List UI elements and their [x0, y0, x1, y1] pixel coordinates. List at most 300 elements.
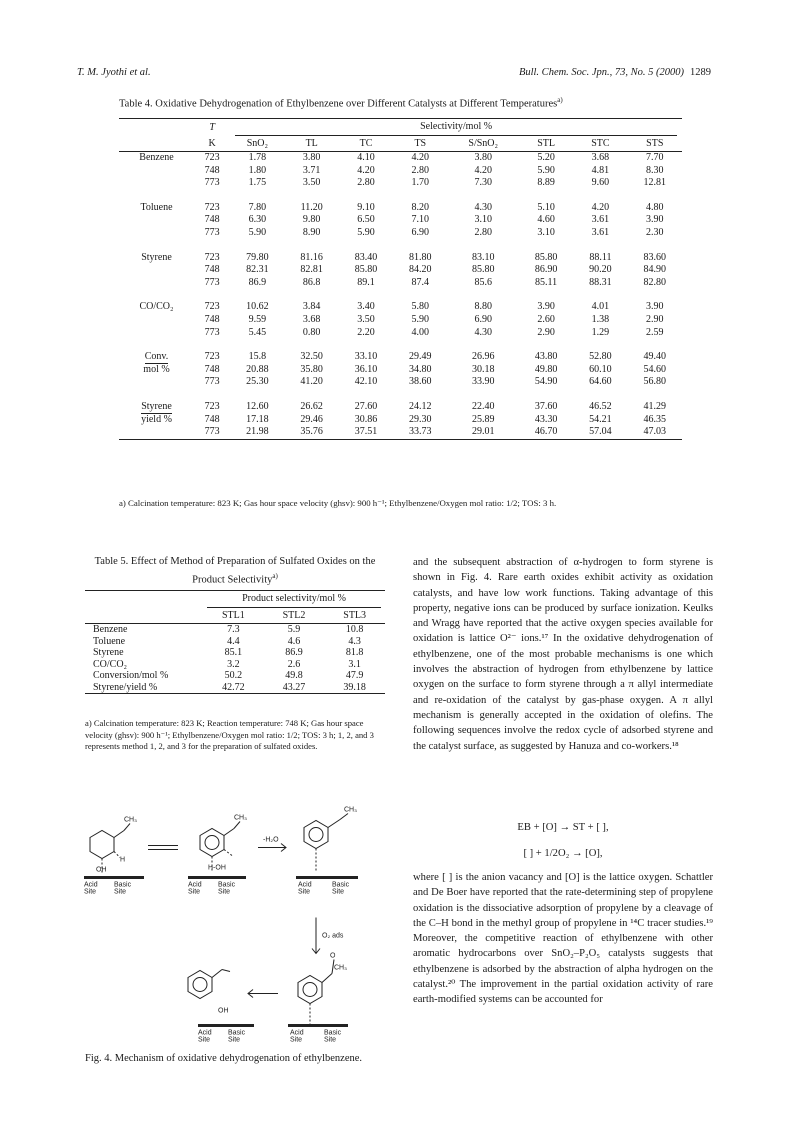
value-cell: 30.18: [471, 363, 495, 375]
value-cell: 4.01: [591, 301, 610, 313]
value-cell: 4.20: [357, 164, 375, 176]
label-acid-2: Acid: [188, 881, 202, 889]
value-cell: 82.81: [300, 264, 323, 276]
label-site-5: Site: [298, 888, 311, 896]
value-cell: 84.90: [643, 264, 667, 276]
value-cell: 47.9: [345, 670, 364, 681]
value-cell: 83.10: [471, 251, 495, 263]
value-cell: 10.62: [246, 301, 269, 313]
row-label-text: Toluene: [140, 201, 173, 213]
value-cell: 1.38: [591, 313, 610, 325]
table4-caption-note: a): [557, 96, 563, 104]
figure4-mechanism: [78, 785, 388, 1075]
benzene-ring-5: [298, 976, 322, 1004]
value-cell: 12.60: [246, 400, 269, 412]
table-row: [119, 177, 682, 190]
temperature-cell: 773: [204, 376, 220, 388]
value-cell: 21.98: [230, 426, 284, 439]
value-cell: 3.68: [591, 152, 610, 163]
value-cell: 33.10: [354, 351, 378, 363]
label-basic-3: Basic: [332, 881, 350, 889]
value-cell: 86.8: [302, 276, 321, 288]
value-cell: 50.2: [224, 670, 243, 681]
value-cell: 9.10: [357, 201, 375, 213]
table-row: [119, 327, 682, 340]
header-empty: [85, 608, 203, 624]
table4: [119, 118, 682, 440]
value-cell: 32.50: [300, 351, 323, 363]
table4-header-row-2: [119, 136, 682, 152]
row-label: [119, 177, 194, 190]
label-acid-1: Acid: [84, 881, 98, 889]
value-cell: 4.30: [474, 201, 492, 213]
row-label-text: Styrene: [141, 251, 172, 263]
value-cell: 4.30: [474, 326, 492, 338]
label-minus-h2o: -H₂O: [263, 836, 279, 844]
value-cell: 2.20: [357, 326, 375, 338]
temperature-cell: 748: [204, 313, 220, 325]
value-cell: 85.80: [354, 264, 378, 276]
value-cell: 7.80: [248, 201, 267, 213]
value-cell: 4.20: [474, 164, 492, 176]
temperature-cell: 773: [194, 426, 230, 439]
value-cell: 79.80: [246, 251, 269, 263]
value-cell: 43.80: [534, 351, 558, 363]
value-cell: 35.76: [285, 426, 339, 439]
value-cell: 2.80: [411, 164, 430, 176]
body-paragraph-2: [413, 870, 713, 1008]
value-cell: 4.60: [537, 214, 555, 226]
value-cell: 83.60: [643, 251, 667, 263]
value-cell: 8.20: [411, 201, 430, 213]
value-cell: 86.9: [248, 276, 267, 288]
value-cell: 5.10: [537, 201, 555, 213]
value-cell: 43.30: [534, 413, 558, 425]
value-cell: 2.90: [537, 326, 555, 338]
header-sample: STL2: [264, 608, 325, 624]
value-cell: 3.61: [591, 226, 610, 238]
value-cell: 7.3: [227, 624, 240, 635]
value-cell: 3.50: [302, 177, 321, 189]
temperature-cell: 773: [204, 326, 220, 338]
paragraph-text-2: where [ ] is the anion vacancy and [O] is the lattice oxygen. Schattler and De Boer have reported that the rate-determining step of propylene oxidation is the dissociative adsorption of propylene by a cleavage of the C–H bond in the methyl group of propylene in ¹⁴C tracer studies.¹⁹ Moreover, the competitive reaction of ethylbenzene with other aromatic hydrocarbons over SnO₂–P₂O₅ catalysts suggests that ethylbenzene is adsorbed by the abstraction of alpha hydrogen on the catalyst.²⁰ The improvement in the partial oxidation activity of rare earth-modified systems can be accounted for: [413, 872, 713, 1006]
table4-spacer: [119, 240, 682, 252]
value-cell: 88.11: [589, 251, 612, 263]
value-cell: 4.81: [591, 164, 610, 176]
body-paragraph-1: [413, 555, 713, 754]
label-hoh: H-OH: [208, 864, 226, 872]
value-cell: 83.40: [354, 251, 378, 263]
value-cell: 46.70: [519, 426, 573, 439]
row-label: [119, 401, 194, 414]
value-cell: 6.90: [474, 313, 492, 325]
value-cell: 4.20: [591, 201, 610, 213]
value-cell: 35.80: [300, 363, 323, 375]
value-cell: 52.80: [589, 351, 612, 363]
temperature-cell: 748: [204, 413, 220, 425]
value-cell: 17.18: [246, 413, 269, 425]
table-row: [119, 202, 682, 215]
label-o: O: [330, 952, 336, 960]
row-label-text: Styrene: [141, 400, 172, 412]
row-label: Benzene: [93, 624, 128, 635]
value-cell: 3.90: [646, 214, 664, 226]
page-number: 1289: [690, 67, 711, 78]
table5: [85, 590, 385, 694]
value-cell: 4.4: [227, 635, 240, 647]
value-cell: 56.80: [643, 376, 667, 388]
value-cell: 64.60: [589, 376, 612, 388]
table4-spacer: [119, 190, 682, 202]
table-row: [85, 682, 385, 694]
value-cell: 2.30: [646, 226, 664, 238]
value-cell: 54.21: [589, 413, 612, 425]
header-empty: [119, 119, 194, 137]
value-cell: 3.68: [302, 313, 321, 325]
benzene-ring-3: [304, 821, 328, 849]
value-cell: 3.50: [357, 313, 375, 325]
value-cell: 86.9: [285, 647, 303, 658]
header-catalyst: SnO₂: [230, 136, 284, 152]
label-site-3: Site: [188, 888, 201, 896]
table-row: [85, 636, 385, 648]
row-label: [119, 227, 194, 240]
label-site-8: Site: [228, 1036, 241, 1044]
value-cell: 5.90: [537, 164, 555, 176]
equation-2: [ ] + 1/2O₂ → [O],: [523, 848, 603, 859]
table4-caption: [119, 96, 679, 110]
value-cell: 9.60: [591, 177, 610, 189]
table-row: [119, 277, 682, 290]
row-label: [119, 327, 194, 340]
header-empty: [119, 136, 194, 152]
value-cell: 8.89: [537, 177, 555, 189]
value-cell: 3.10: [474, 214, 492, 226]
value-cell: 1.29: [591, 326, 610, 338]
running-header-journal: [519, 67, 711, 78]
value-cell: 3.10: [537, 226, 555, 238]
benzene-ring-4: [188, 971, 212, 999]
value-cell: 2.6: [287, 658, 301, 670]
value-cell: 3.61: [591, 214, 610, 226]
table-row: [85, 647, 385, 659]
table-row: [119, 165, 682, 178]
benzene-ring-2: [200, 829, 224, 857]
value-cell: 33.90: [471, 376, 495, 388]
header-catalyst: S/SnO₂: [447, 136, 518, 152]
value-cell: 6.30: [248, 214, 267, 226]
value-cell: 41.20: [300, 376, 323, 388]
value-cell: 5.20: [537, 152, 555, 163]
table-row: [85, 659, 385, 671]
temperature-cell: 748: [204, 164, 220, 176]
value-cell: 2.59: [646, 326, 664, 338]
table-row: [119, 351, 682, 364]
label-ch3-2: CH₃: [234, 814, 247, 822]
temperature-cell: 723: [204, 251, 220, 263]
value-cell: 26.96: [471, 351, 495, 363]
table4-footnote: a) Calcination temperature: 823 K; Gas hour space velocity (ghsv): 900 h⁻¹; Ethylbenzene/Oxygen mol ratio: 1/2; TOS: 3 h.: [119, 498, 557, 508]
table4-header-row-1: [119, 119, 682, 137]
header-catalyst: STS: [628, 136, 682, 152]
table4-spacer: [119, 289, 682, 301]
value-cell: 4.80: [646, 201, 664, 213]
value-cell: 27.60: [354, 400, 378, 412]
value-cell: 3.40: [357, 301, 375, 313]
header-product-selectivity: [203, 591, 385, 609]
header-temperature: T: [194, 119, 230, 137]
value-cell: 2.80: [357, 177, 375, 189]
label-site-1: Site: [84, 888, 97, 896]
value-cell: 5.90: [411, 313, 430, 325]
value-cell: 11.20: [300, 201, 323, 213]
table-row: [119, 252, 682, 265]
row-label: [119, 301, 194, 314]
value-cell: 4.6: [287, 635, 301, 647]
row-label: Toluene: [93, 635, 126, 647]
header-catalyst: TC: [339, 136, 393, 152]
row-label: [119, 152, 194, 165]
value-cell: 54.60: [643, 363, 667, 375]
value-cell: 25.30: [246, 376, 269, 388]
value-cell: 25.89: [471, 413, 495, 425]
paragraph-text-1: and the subsequent abstraction of α-hydrogen to form styrene is shown in Fig. 4. Rare earth oxides exhibit activity as oxidation catalysts, and have low work functions. Taking advantage of this property, negative ions can be produced by surface ionization. Keulks and Wragg have reported that the active oxygen species available for oxidation is lattice O²⁻ ions.¹⁷ In the oxidative dehydrogenation of ethylbenzene, one of the most probable mechanisms is one which involves the abstraction of hydrogen from ethylbenzene by lattice oxygen on the surface to form styrene through a π allyl intermediate and re-oxidation of the catalyst by gas-phase oxygen. A π allyl mechanism is generally accepted in the oxidation of olefins. The following sequences involve the redox cycle of adsorbed styrene and the catalyst surface, as suggested by Hanuza and co-workers.¹⁸: [413, 557, 713, 752]
value-cell: 85.80: [471, 264, 495, 276]
temperature-cell: 723: [204, 152, 220, 163]
header-catalyst: TL: [285, 136, 339, 152]
value-cell: 26.62: [300, 400, 323, 412]
value-cell: 9.59: [248, 313, 267, 325]
header-unit-k: K: [194, 136, 230, 152]
value-cell: 81.16: [300, 251, 323, 263]
value-cell: 49.40: [643, 351, 667, 363]
table-row: [119, 376, 682, 389]
value-cell: 42.10: [354, 376, 378, 388]
table-row: [119, 414, 682, 427]
table5-caption: [85, 555, 385, 588]
row-label-text-2: mol %: [143, 363, 170, 375]
value-cell: 7.10: [411, 214, 430, 226]
value-cell: 29.49: [409, 351, 432, 363]
table5-header-row-1: [85, 591, 385, 609]
value-cell: 3.90: [646, 301, 664, 313]
running-header-authors: T. M. Jyothi et al.: [77, 67, 151, 78]
value-cell: 30.86: [354, 413, 378, 425]
value-cell: 6.50: [357, 214, 375, 226]
value-cell: 5.45: [248, 326, 267, 338]
row-label: [119, 264, 194, 277]
value-cell: 0.80: [302, 326, 321, 338]
value-cell: 38.60: [409, 376, 432, 388]
header-selectivity-text: Selectivity/mol %: [235, 119, 678, 136]
value-cell: 54.90: [534, 376, 558, 388]
table5-caption-note: a): [272, 572, 278, 580]
temperature-cell: 748: [204, 214, 220, 226]
row-label: [119, 252, 194, 265]
value-cell: 1.70: [411, 177, 430, 189]
value-cell: 82.80: [643, 276, 667, 288]
value-cell: 1.78: [248, 152, 267, 163]
value-cell: 1.75: [248, 177, 267, 189]
value-cell: 7.30: [474, 177, 492, 189]
value-cell: 4.20: [411, 152, 430, 163]
value-cell: 90.20: [589, 264, 612, 276]
label-site-9: Site: [290, 1036, 303, 1044]
value-cell: 81.8: [345, 647, 364, 658]
table-row: [119, 364, 682, 377]
equation-1: EB + [O] → ST + [ ],: [517, 822, 609, 833]
label-oh-2: OH: [218, 1007, 229, 1015]
row-label: Styrene/yield %: [85, 682, 203, 694]
value-cell: 3.71: [302, 164, 321, 176]
value-cell: 85.11: [535, 276, 558, 288]
header-sample: STL1: [203, 608, 264, 624]
row-label: Conversion/mol %: [93, 670, 169, 681]
value-cell: 81.80: [409, 251, 432, 263]
value-cell: 82.31: [246, 264, 269, 276]
benzene-ring-1: [90, 831, 114, 859]
row-label: [119, 314, 194, 327]
value-cell: 2.60: [537, 313, 555, 325]
value-cell: 24.12: [409, 400, 432, 412]
value-cell: 37.51: [339, 426, 393, 439]
value-cell: 41.29: [643, 400, 667, 412]
table5-header-row-2: [85, 608, 385, 624]
value-cell: 46.52: [589, 400, 612, 412]
figure4-caption: Fig. 4. Mechanism of oxidative dehydrogenation of ethylbenzene.: [85, 1053, 363, 1064]
table-row: [119, 214, 682, 227]
value-cell: 1.80: [248, 164, 267, 176]
label-site-2: Site: [114, 888, 127, 896]
label-basic-4: Basic: [228, 1029, 246, 1037]
value-cell: 5.80: [411, 301, 430, 313]
temperature-cell: 723: [204, 351, 220, 363]
value-cell: 10.8: [345, 624, 364, 635]
table-row: [119, 401, 682, 414]
value-cell: 29.30: [409, 413, 432, 425]
temperature-cell: 723: [204, 301, 220, 313]
row-label: [119, 376, 194, 389]
header-product-selectivity-text: Product selectivity/mol %: [207, 591, 382, 608]
label-basic-1: Basic: [114, 881, 132, 889]
temperature-cell: 723: [204, 201, 220, 213]
table-row: [119, 426, 682, 439]
value-cell: 84.20: [409, 264, 432, 276]
value-cell: 85.80: [534, 251, 558, 263]
value-cell: 29.46: [300, 413, 323, 425]
value-cell: 4.00: [411, 326, 430, 338]
value-cell: 42.72: [203, 682, 264, 694]
row-label-text: Conv.: [144, 351, 169, 363]
table-row: [119, 227, 682, 240]
value-cell: 47.03: [628, 426, 682, 439]
header-catalyst: STL: [519, 136, 573, 152]
row-label: [119, 426, 194, 439]
label-site-4: Site: [218, 888, 231, 896]
value-cell: 57.04: [573, 426, 627, 439]
value-cell: 12.81: [643, 177, 667, 189]
value-cell: 8.90: [302, 226, 321, 238]
table4-spacer: [119, 339, 682, 351]
header-selectivity: [230, 119, 682, 137]
temperature-cell: 773: [204, 276, 220, 288]
value-cell: 49.8: [285, 670, 303, 681]
value-cell: 3.90: [537, 301, 555, 313]
value-cell: 39.18: [324, 682, 385, 694]
table5-caption-text: Table 5. Effect of Method of Preparation of Sulfated Oxides on the Product Selectivity: [94, 556, 376, 586]
table4-spacer: [119, 389, 682, 401]
value-cell: 8.80: [474, 301, 492, 313]
value-cell: 85.1: [224, 647, 243, 658]
value-cell: 4.3: [348, 635, 361, 647]
row-label: CO/CO₂: [93, 658, 128, 670]
temperature-cell: 748: [204, 264, 220, 276]
value-cell: 2.90: [646, 313, 664, 325]
value-cell: 20.88: [246, 363, 269, 375]
label-basic-2: Basic: [218, 881, 236, 889]
value-cell: 9.80: [302, 214, 321, 226]
header-catalyst: TS: [393, 136, 447, 152]
temperature-cell: 748: [204, 363, 220, 375]
label-h: H: [120, 856, 126, 864]
row-label-text: Benzene: [139, 152, 174, 163]
value-cell: 7.70: [646, 152, 664, 163]
table-row: [85, 670, 385, 682]
table5-footnote: a) Calcination temperature: 823 K; Reaction temperature: 748 K; Gas hour space velocity (ghsv): 900 h⁻¹; Ethylbenzene/Oxygen mol ratio: 1/2; TOS: 3 h; 1, 2, and 3 represents method 1, 2, and 3 for the preparation of sulfated oxides.: [85, 718, 374, 751]
temperature-cell: 723: [204, 400, 220, 412]
value-cell: 3.2: [227, 658, 240, 670]
header-catalyst: STC: [573, 136, 627, 152]
value-cell: 15.8: [248, 351, 267, 363]
label-acid-4: Acid: [198, 1029, 212, 1037]
label-site-10: Site: [324, 1036, 337, 1044]
label-ch3-3: CH₃: [344, 806, 357, 814]
value-cell: 3.1: [348, 658, 361, 670]
label-o2-ads: O₂ ads: [322, 932, 344, 940]
table-row: [119, 314, 682, 327]
value-cell: 5.90: [248, 226, 267, 238]
value-cell: 43.27: [264, 682, 325, 694]
value-cell: 37.60: [534, 400, 558, 412]
header-empty: [85, 591, 203, 609]
table-row: [119, 264, 682, 277]
value-cell: 87.4: [411, 276, 430, 288]
value-cell: 33.73: [393, 426, 447, 439]
value-cell: 46.35: [643, 413, 667, 425]
value-cell: 6.90: [411, 226, 430, 238]
value-cell: 29.01: [447, 426, 518, 439]
value-cell: 34.80: [409, 363, 432, 375]
label-site-6: Site: [332, 888, 345, 896]
label-oh-1: OH: [96, 866, 107, 874]
value-cell: 49.80: [534, 363, 558, 375]
value-cell: 8.30: [646, 164, 664, 176]
row-label: [119, 202, 194, 215]
value-cell: 2.80: [474, 226, 492, 238]
row-label: [119, 351, 194, 364]
value-cell: 22.40: [471, 400, 495, 412]
row-label: Styrene: [93, 647, 124, 658]
row-label-text: CO/CO₂: [139, 301, 174, 313]
header-sample: STL3: [324, 608, 385, 624]
table-row: [119, 152, 682, 165]
temperature-cell: 773: [204, 226, 220, 238]
temperature-cell: 773: [204, 177, 220, 189]
table-row: [119, 301, 682, 314]
label-site-7: Site: [198, 1036, 211, 1044]
label-basic-5: Basic: [324, 1029, 342, 1037]
row-label: [119, 414, 194, 427]
